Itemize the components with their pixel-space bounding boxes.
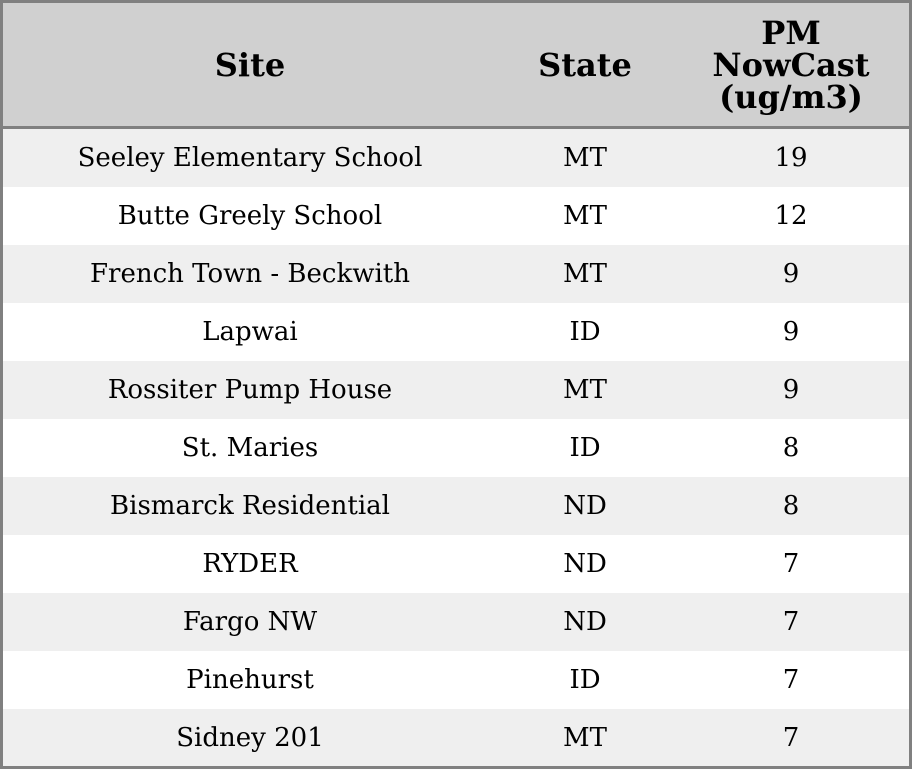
header-pm-line-3: (ug/m3) [719,77,863,116]
header-pm-line-2: NowCast [712,45,870,84]
table-row [3,245,909,303]
cell-pm: 12 [673,187,909,245]
cell-state: MT [497,709,673,766]
cell-site: RYDER [3,535,497,593]
cell-pm: 8 [673,419,909,477]
header-state-line: State [538,45,632,84]
table-row [3,651,909,709]
cell-pm: 7 [673,535,909,593]
header-pm-line-1: PM [761,13,821,52]
table-row [3,477,909,535]
table-row [3,419,909,477]
header-state [497,3,673,128]
cell-site: Lapwai [3,303,497,361]
table-row [3,535,909,593]
cell-state: MT [497,245,673,303]
cell-state: ND [497,535,673,593]
cell-site: St. Maries [3,419,497,477]
cell-state: ID [497,651,673,709]
cell-site: Butte Greely School [3,187,497,245]
cell-pm: 9 [673,303,909,361]
table-row [3,593,909,651]
cell-site: Bismarck Residential [3,477,497,535]
cell-site: Seeley Elementary School [3,128,497,188]
cell-state: ND [497,593,673,651]
cell-pm: 8 [673,477,909,535]
cell-pm: 9 [673,245,909,303]
table-header [3,3,909,128]
cell-site: Fargo NW [3,593,497,651]
table-row [3,187,909,245]
cell-site: French Town - Beckwith [3,245,497,303]
cell-pm: 19 [673,128,909,188]
cell-state: MT [497,361,673,419]
cell-pm: 9 [673,361,909,419]
cell-state: MT [497,187,673,245]
header-site-line: Site [214,45,286,84]
header-row [3,3,909,128]
cell-state: ID [497,303,673,361]
table-body [3,128,909,767]
cell-site: Sidney 201 [3,709,497,766]
header-pm-nowcast [673,3,909,128]
header-site [3,3,497,128]
table-row [3,709,909,766]
pm-nowcast-table [3,3,909,766]
cell-pm: 7 [673,651,909,709]
cell-state: MT [497,128,673,188]
cell-pm: 7 [673,593,909,651]
cell-pm: 7 [673,709,909,766]
table-row [3,128,909,188]
table-row [3,361,909,419]
table-row [3,303,909,361]
cell-site: Rossiter Pump House [3,361,497,419]
cell-state: ND [497,477,673,535]
cell-state: ID [497,419,673,477]
cell-site: Pinehurst [3,651,497,709]
